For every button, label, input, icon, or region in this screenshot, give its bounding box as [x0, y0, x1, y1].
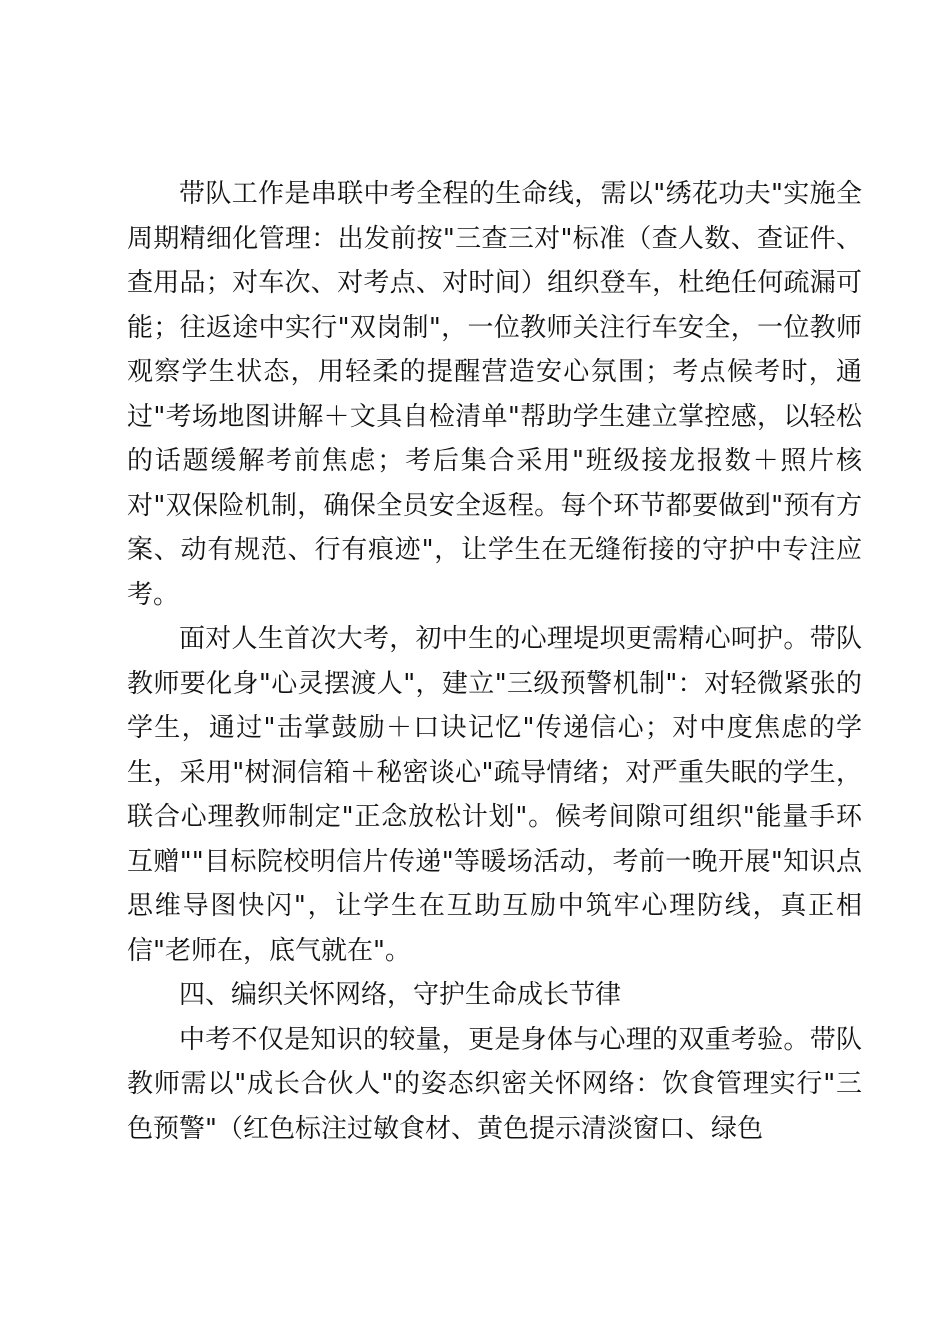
- section-heading-care-network: 四、编织关怀网络，守护生命成长节律: [179, 980, 622, 1010]
- paragraph-care-network: 中考不仅是知识的较量，更是身体与心理的双重考验。带队教师需以"成长合伙人"的姿态织密关怀网络：饮食管理实行"三色预警"（红色标注过敏食材、黄色提示清淡窗口、绿色: [127, 1024, 862, 1144]
- paragraph-psychological-care: 面对人生首次大考，初中生的心理堤坝更需精心呵护。带队教师要化身"心灵摆渡人"，建立"三级预警机制"：对轻微紧张的学生，通过"击掌鼓励＋口诀记忆"传递信心；对中度焦虑的学生，采用"树洞信箱＋秘密谈心"疏导情绪；对严重失眠的学生，联合心理教师制定"正念放松计划"。候考间隙可组织"能量手环互赠""目标院校明信片传递"等暖场活动，考前一晚开展"知识点思维导图快闪"，让学生在互助互励中筑牢心理防线，真正相信"老师在，底气就在"。: [127, 624, 862, 966]
- paragraph-escort-management: 带队工作是串联中考全程的生命线，需以"绣花功夫"实施全周期精细化管理：出发前按"三查三对"标准（查人数、查证件、查用品；对车次、对考点、对时间）组织登车，杜绝任何疏漏可能；往返途中实行"双岗制"，一位教师关注行车安全，一位教师观察学生状态，用轻柔的提醒营造安心氛围；考点候考时，通过"考场地图讲解＋文具自检清单"帮助学生建立掌控感，以轻松的话题缓解考前焦虑；考后集合采用"班级接龙报数＋照片核对"双保险机制，确保全员安全返程。每个环节都要做到"预有方案、动有规范、行有痕迹"，让学生在无缝衔接的守护中专注应考。: [127, 179, 862, 610]
- document-body: [127, 172, 862, 1151]
